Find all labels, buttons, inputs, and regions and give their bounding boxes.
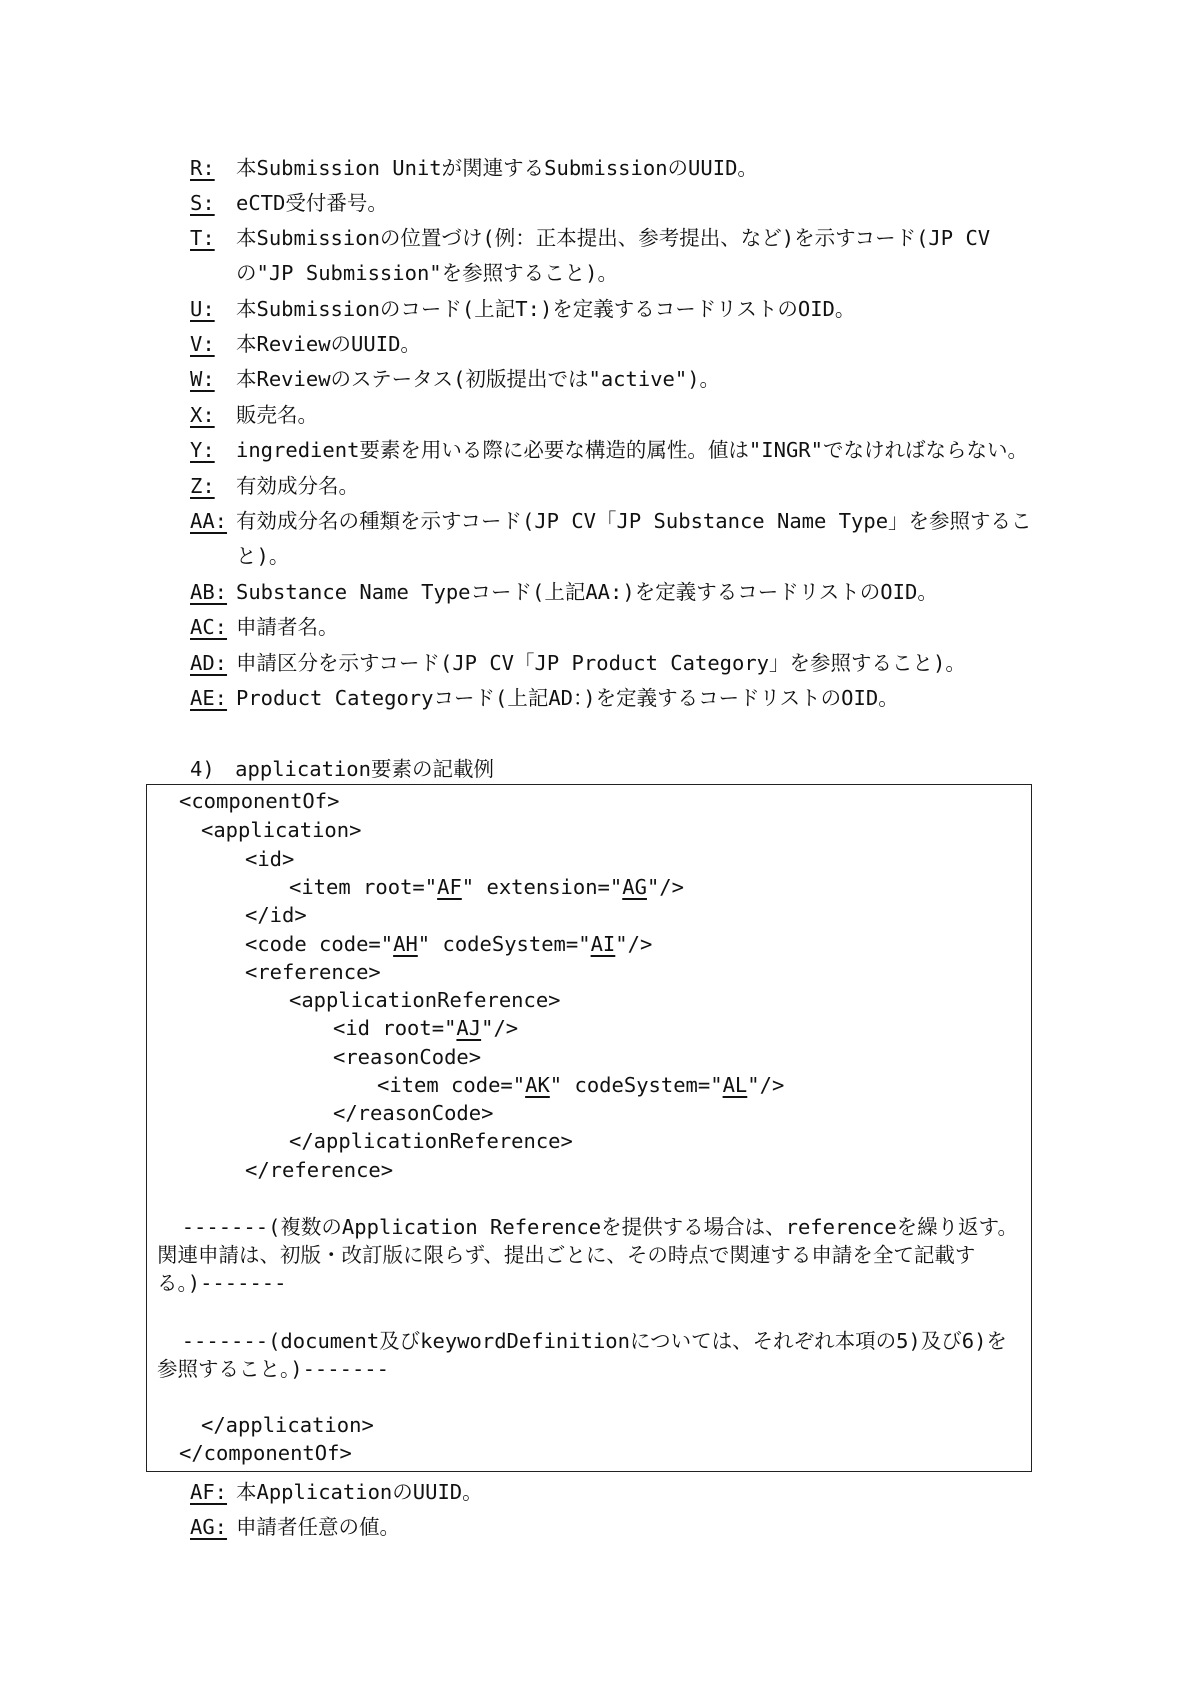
definition-key: AC: <box>190 615 228 639</box>
code-line: </componentOf> <box>179 1441 352 1465</box>
code-note: -------(複数のApplication Referenceを提供する場合は、referenceを繰り返す。関連申請は、初版・改訂版に限らず、提出ごとに、その時点で関連する申請を全て記載する。)------- <box>157 1215 1019 1295</box>
definition-key: AF: <box>190 1480 228 1504</box>
definition-key: Z: <box>190 474 215 498</box>
definition-item <box>190 504 1040 574</box>
code-text: "/> <box>615 932 653 956</box>
code-note: -------(document及びkeywordDefinitionについては、それぞれ本項の5)及び6)を参照すること。)------- <box>157 1329 1007 1381</box>
code-text: <item root=" <box>289 875 438 899</box>
ref-ag: AG <box>622 875 647 899</box>
definition-text: 有効成分名の種類を示すコード(JP CV「JP Substance Name Type」を参照すること)。 <box>236 509 1032 568</box>
definition-key: V: <box>190 332 215 356</box>
definition-text: 本Submission Unitが関連するSubmissionのUUID。 <box>236 156 758 180</box>
code-line: </reasonCode> <box>333 1101 494 1125</box>
definition-text: 本ApplicationのUUID。 <box>236 1480 483 1504</box>
definition-item <box>190 610 1040 645</box>
definition-item <box>190 362 1040 397</box>
definition-item <box>190 681 1040 716</box>
definition-item <box>190 327 1040 362</box>
code-line: </id> <box>245 903 307 927</box>
definition-text: 販売名。 <box>236 403 318 427</box>
definition-key: W: <box>190 367 215 391</box>
code-line <box>333 1014 518 1042</box>
code-line: </reference> <box>245 1158 394 1182</box>
definition-item <box>190 646 1040 681</box>
ref-ak: AK <box>525 1073 550 1097</box>
definition-item <box>190 575 1040 610</box>
definition-key: AD: <box>190 651 228 675</box>
code-line: <application> <box>201 818 362 842</box>
definition-item <box>190 292 1040 327</box>
definition-key: AG: <box>190 1515 228 1539</box>
definition-key: Y: <box>190 438 215 462</box>
code-line: <id> <box>245 847 295 871</box>
definition-key: AE: <box>190 686 228 710</box>
code-text: <id root=" <box>333 1016 457 1040</box>
definition-key: U: <box>190 297 215 321</box>
code-line: <reference> <box>245 960 381 984</box>
definition-item <box>190 469 1040 504</box>
code-text: "/> <box>646 875 684 899</box>
definition-key: T: <box>190 226 215 250</box>
definition-text: eCTD受付番号。 <box>236 191 388 215</box>
section-heading: 4) application要素の記載例 <box>190 757 494 781</box>
definition-item <box>190 221 1040 291</box>
definition-item <box>190 186 1040 221</box>
ref-al: AL <box>722 1073 748 1097</box>
code-text: " codeSystem=" <box>417 932 591 956</box>
definition-text: 本ReviewのUUID。 <box>236 332 421 356</box>
code-text: "/> <box>481 1016 519 1040</box>
code-text: <item code=" <box>377 1073 526 1097</box>
definition-item <box>190 1510 1040 1545</box>
ref-af: AF <box>437 875 462 899</box>
code-line <box>377 1071 784 1099</box>
definition-text: 申請者名。 <box>236 615 339 639</box>
definition-item <box>190 433 1040 468</box>
code-line: <reasonCode> <box>333 1045 482 1069</box>
definition-key: AB: <box>190 580 228 604</box>
definition-item <box>190 1475 1040 1510</box>
code-line: </applicationReference> <box>289 1129 573 1153</box>
code-line <box>245 930 652 958</box>
code-text: " codeSystem=" <box>549 1073 723 1097</box>
code-line <box>289 873 684 901</box>
definition-text: Product Categoryコード(上記AD：)を定義するコードリストのOID。 <box>236 686 899 710</box>
definition-text: 有効成分名。 <box>236 474 359 498</box>
definition-item <box>190 398 1040 433</box>
code-line: <applicationReference> <box>289 988 561 1012</box>
definition-key: S: <box>190 191 215 215</box>
definition-key: R: <box>190 156 215 180</box>
ref-ai: AI <box>590 932 616 956</box>
code-example-box <box>146 784 1032 1472</box>
definition-key: X: <box>190 403 215 427</box>
code-line: <componentOf> <box>179 789 340 813</box>
definition-text: 本Submissionのコード(上記T:)を定義するコードリストのOID。 <box>236 297 856 321</box>
code-text: " extension=" <box>461 875 623 899</box>
ref-ah: AH <box>393 932 418 956</box>
definition-text: 申請区分を示すコード(JP CV「JP Product Category」を参照すること)。 <box>236 651 966 675</box>
definition-text: ingredient要素を用いる際に必要な構造的属性。値は"INGR"でなければならない。 <box>236 438 1028 462</box>
definition-text: 本Submissionの位置づけ(例：正本提出、参考提出、など)を示すコード(JP CVの"JP Submission"を参照すること)。 <box>236 226 991 285</box>
code-line: </application> <box>201 1413 374 1437</box>
definition-text: 本Reviewのステータス(初版提出では"active")。 <box>236 367 721 391</box>
code-text: <code code=" <box>245 932 394 956</box>
ref-aj: AJ <box>456 1016 482 1040</box>
definition-key: AA: <box>190 509 228 533</box>
definition-text: 申請者任意の値。 <box>236 1515 400 1539</box>
definition-text: Substance Name Typeコード(上記AA:)を定義するコードリストのOID。 <box>236 580 938 604</box>
definition-item <box>190 151 1040 186</box>
code-text: "/> <box>747 1073 785 1097</box>
